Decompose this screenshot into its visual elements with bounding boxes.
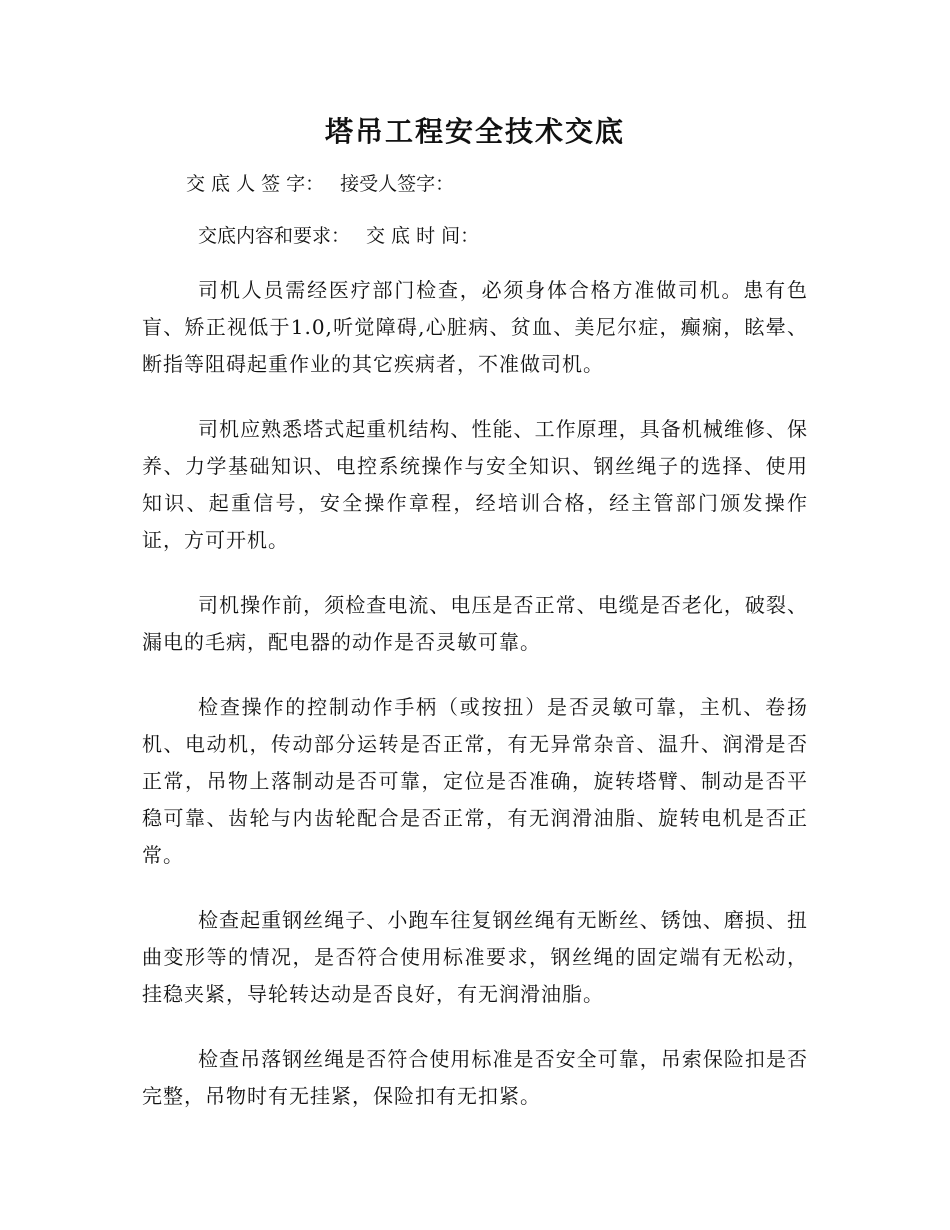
- paragraph-wire-rope-check: 检查起重钢丝绳子、小跑车往复钢丝绳有无断丝、锈蚀、磨损、扭曲变形等的情况，是否符合使用标准要求，钢丝绳的固定端有无松动，挂稳夹紧，导轮转达动是否良好，有无润滑油脂。: [142, 908, 808, 1006]
- content-label: 交底内容和要求：: [198, 225, 351, 247]
- receiver-signature-label: 接受人签字：: [340, 173, 455, 195]
- document-title: 塔吊工程安全技术交底: [324, 115, 625, 148]
- paragraph-electrical-check: 司机操作前，须检查电流、电压是否正常、电缆是否老化，破裂、漏电的毛病，配电器的动作是否灵敏可靠。: [142, 593, 808, 654]
- content-time-line: [198, 222, 479, 250]
- paragraph-driver-health: 司机人员需经医疗部门检查，必须身体合格方准做司机。患有色盲、矫正视低于1.0,听觉障碍,心脏病、贫血、美尼尔症，癫痫，眩晕、断指等阻碍起重作业的其它疾病者，不准做司机。: [142, 278, 808, 376]
- signature-line: [186, 170, 454, 198]
- paragraph-control-check: 检查操作的控制动作手柄（或按扭）是否灵敏可靠，主机、卷扬机、电动机，传动部分运转是否正常，有无异常杂音、温升、润滑是否正常，吊物上落制动是否可靠，定位是否准确，旋转塔臂、制动是否平稳可靠、齿轮与内齿轮配合是否正常，有无润滑油脂、旋转电机是否正常。: [142, 695, 808, 867]
- paragraph-hoisting-rope-check: 检查吊落钢丝绳是否符合使用标准是否安全可靠，吊索保险扣是否完整，吊物时有无挂紧，保险扣有无扣紧。: [142, 1047, 808, 1108]
- time-label: 交 底 时 间：: [366, 225, 480, 247]
- paragraph-driver-knowledge: 司机应熟悉塔式起重机结构、性能、工作原理，具备机械维修、保养、力学基础知识、电控系统操作与安全知识、钢丝绳子的选择、使用知识、起重信号，安全操作章程，经培训合格，经主管部门颁发操作证，方可开机。: [142, 417, 808, 552]
- document-body: [142, 272, 808, 1143]
- handover-signature-label: 交 底 人 签 字：: [186, 173, 325, 195]
